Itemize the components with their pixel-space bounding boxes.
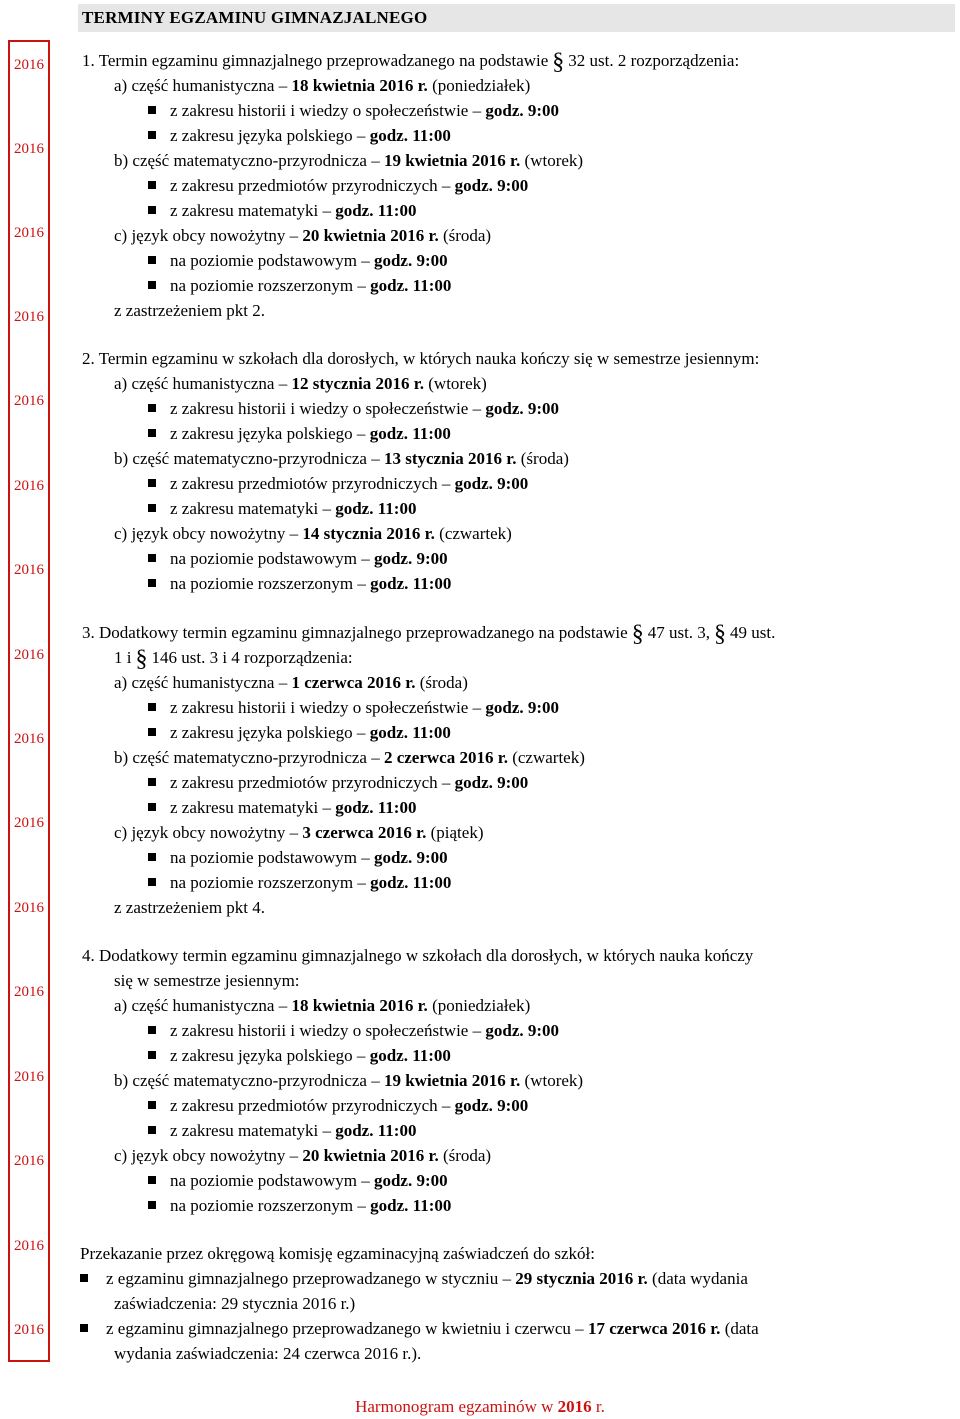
certificate-item-line2: wydania zaświadczenia: 24 czerwca 2016 r.). (114, 1344, 422, 1363)
bullet-icon (80, 1274, 88, 1282)
list-item: z zakresu historii i wiedzy o społeczeństwie – godz. 9:00 (148, 398, 559, 420)
bullet-icon (148, 479, 156, 487)
list-item: na poziomie rozszerzonym – godz. 11:00 (148, 573, 451, 595)
year-label: 2016 (14, 309, 44, 325)
certificate-item: z egzaminu gimnazjalnego przeprowadzanego w styczniu – 29 stycznia 2016 r. (data wydania (80, 1268, 952, 1290)
page-footer: Harmonogram egzaminów w 2016 r. (355, 1397, 605, 1416)
bullet-icon (148, 256, 156, 264)
year-label: 2016 (14, 225, 44, 241)
bullet-icon (148, 853, 156, 861)
bullet-icon (148, 1101, 156, 1109)
section3-a: a) część humanistyczna – 1 czerwca 2016 r. (środa) (114, 673, 468, 692)
section1-intro: 1. Termin egzaminu gimnazjalnego przeprowadzanego na podstawie § 32 ust. 2 rozporządzenia: (82, 49, 740, 75)
list-item: z zakresu przedmiotów przyrodniczych – godz. 9:00 (148, 1095, 528, 1117)
bullet-icon (148, 579, 156, 587)
bullet-icon (148, 778, 156, 786)
section4-c: c) język obcy nowożytny – 20 kwietnia 2016 r. (środa) (114, 1146, 492, 1165)
list-item: z zakresu przedmiotów przyrodniczych – godz. 9:00 (148, 175, 528, 197)
list-item: na poziomie rozszerzonym – godz. 11:00 (148, 1195, 451, 1217)
paragraph-sign-icon: § (135, 646, 148, 672)
bullet-icon (148, 1176, 156, 1184)
bullet-icon (148, 728, 156, 736)
paragraph-sign-icon: § (552, 49, 565, 75)
bullet-icon (148, 106, 156, 114)
section2-intro: 2. Termin egzaminu w szkołach dla dorosłych, w których nauka kończy się w semestrze jesiennym: (82, 349, 760, 368)
bullet-icon (148, 1126, 156, 1134)
bullet-icon (148, 1026, 156, 1034)
list-item: z zakresu matematyki – godz. 11:00 (148, 498, 416, 520)
year-label: 2016 (14, 1322, 44, 1338)
year-label: 2016 (14, 478, 44, 494)
bullet-icon (148, 281, 156, 289)
year-label: 2016 (14, 57, 44, 73)
certificate-item-line2: zaświadczenia: 29 stycznia 2016 r.) (114, 1294, 356, 1313)
section2-a: a) część humanistyczna – 12 stycznia 2016 r. (wtorek) (114, 374, 487, 393)
year-label: 2016 (14, 900, 44, 916)
section3-note: z zastrzeżeniem pkt 4. (114, 898, 266, 917)
page-title: TERMINY EGZAMINU GIMNAZJALNEGO (82, 8, 428, 27)
list-item: na poziomie podstawowym – godz. 9:00 (148, 1170, 448, 1192)
section4-b: b) część matematyczno-przyrodnicza – 19 kwietnia 2016 r. (wtorek) (114, 1071, 584, 1090)
bullet-icon (148, 504, 156, 512)
list-item: na poziomie rozszerzonym – godz. 11:00 (148, 275, 451, 297)
list-item: z zakresu historii i wiedzy o społeczeństwie – godz. 9:00 (148, 697, 559, 719)
year-label: 2016 (14, 1069, 44, 1085)
section2-c: c) język obcy nowożytny – 14 stycznia 2016 r. (czwartek) (114, 524, 512, 543)
list-item: z zakresu historii i wiedzy o społeczeństwie – godz. 9:00 (148, 100, 559, 122)
year-label: 2016 (14, 731, 44, 747)
year-label: 2016 (14, 1238, 44, 1254)
section3-intro-line2: 1 i § 146 ust. 3 i 4 rozporządzenia: (114, 646, 353, 672)
section3-c: c) język obcy nowożytny – 3 czerwca 2016 r. (piątek) (114, 823, 484, 842)
bullet-icon (148, 131, 156, 139)
bullet-icon (148, 1201, 156, 1209)
list-item: z zakresu matematyki – godz. 11:00 (148, 797, 416, 819)
list-item: z zakresu języka polskiego – godz. 11:00 (148, 722, 451, 744)
section1-a: a) część humanistyczna – 18 kwietnia 2016 r. (poniedziałek) (114, 76, 531, 95)
certificates-intro: Przekazanie przez okręgową komisję egzaminacyjną zaświadczeń do szkół: (80, 1244, 595, 1263)
section1-c: c) język obcy nowożytny – 20 kwietnia 2016 r. (środa) (114, 226, 492, 245)
list-item: z zakresu przedmiotów przyrodniczych – godz. 9:00 (148, 473, 528, 495)
year-label: 2016 (14, 393, 44, 409)
section1-b: b) część matematyczno-przyrodnicza – 19 kwietnia 2016 r. (wtorek) (114, 151, 584, 170)
year-label: 2016 (14, 1153, 44, 1169)
year-label: 2016 (14, 984, 44, 1000)
bullet-icon (148, 554, 156, 562)
list-item: z zakresu historii i wiedzy o społeczeństwie – godz. 9:00 (148, 1020, 559, 1042)
section4-intro: 4. Dodatkowy termin egzaminu gimnazjalnego w szkołach dla dorosłych, w których nauka kończy (82, 946, 754, 965)
bullet-icon (148, 878, 156, 886)
bullet-icon (148, 803, 156, 811)
section2-b: b) część matematyczno-przyrodnicza – 13 stycznia 2016 r. (środa) (114, 449, 569, 468)
section3-b: b) część matematyczno-przyrodnicza – 2 czerwca 2016 r. (czwartek) (114, 748, 585, 767)
year-label: 2016 (14, 647, 44, 663)
bullet-icon (148, 703, 156, 711)
bullet-icon (80, 1324, 88, 1332)
section4-intro-line2: się w semestrze jesiennym: (114, 971, 300, 990)
paragraph-sign-icon: § (631, 621, 644, 647)
list-item: na poziomie podstawowym – godz. 9:00 (148, 250, 448, 272)
list-item: na poziomie podstawowym – godz. 9:00 (148, 548, 448, 570)
section1-note: z zastrzeżeniem pkt 2. (114, 301, 266, 320)
list-item: z zakresu przedmiotów przyrodniczych – godz. 9:00 (148, 772, 528, 794)
list-item: z zakresu matematyki – godz. 11:00 (148, 1120, 416, 1142)
bullet-icon (148, 404, 156, 412)
year-label: 2016 (14, 141, 44, 157)
bullet-icon (148, 429, 156, 437)
year-sidebar (8, 40, 50, 1362)
paragraph-sign-icon: § (714, 621, 727, 647)
section4-a: a) część humanistyczna – 18 kwietnia 2016 r. (poniedziałek) (114, 996, 531, 1015)
list-item: z zakresu matematyki – godz. 11:00 (148, 200, 416, 222)
section3-intro: 3. Dodatkowy termin egzaminu gimnazjalnego przeprowadzanego na podstawie § 47 ust. 3, § 49 ust. (82, 621, 776, 647)
year-label: 2016 (14, 562, 44, 578)
bullet-icon (148, 1051, 156, 1059)
bullet-icon (148, 206, 156, 214)
bullet-icon (148, 181, 156, 189)
list-item: z zakresu języka polskiego – godz. 11:00 (148, 1045, 451, 1067)
list-item: na poziomie podstawowym – godz. 9:00 (148, 847, 448, 869)
certificate-item: z egzaminu gimnazjalnego przeprowadzanego w kwietniu i czerwcu – 17 czerwca 2016 r. (data (80, 1318, 759, 1340)
year-label: 2016 (14, 815, 44, 831)
list-item: z zakresu języka polskiego – godz. 11:00 (148, 125, 451, 147)
list-item: z zakresu języka polskiego – godz. 11:00 (148, 423, 451, 445)
list-item: na poziomie rozszerzonym – godz. 11:00 (148, 872, 451, 894)
